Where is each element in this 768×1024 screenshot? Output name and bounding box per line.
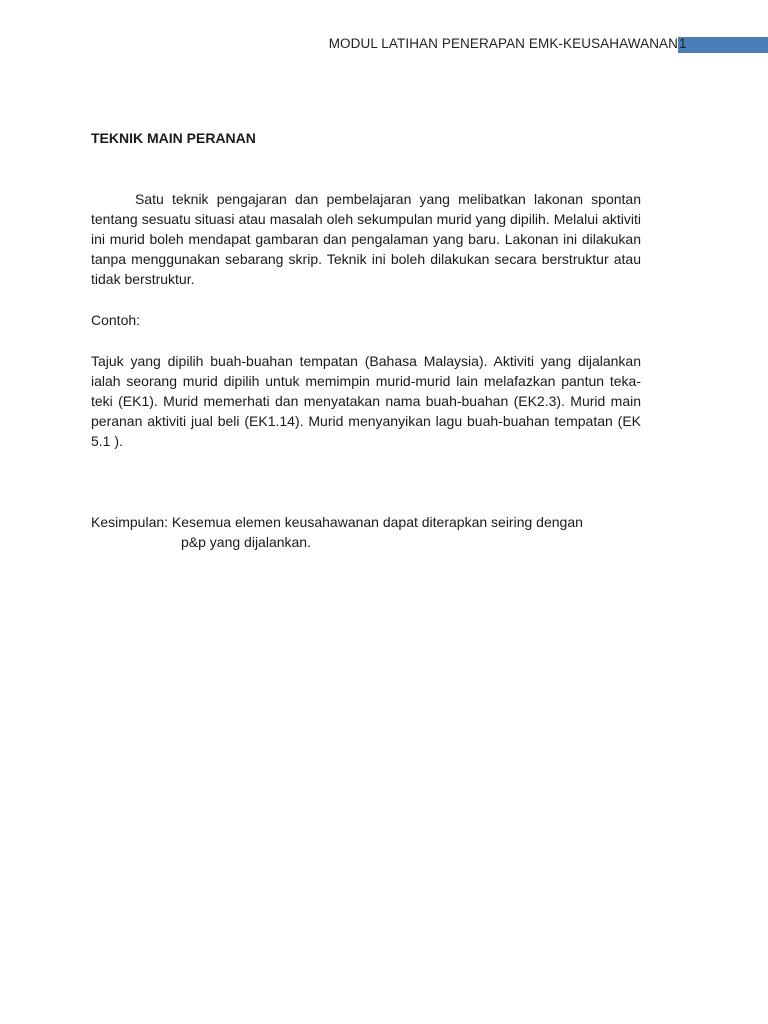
- header-title: MODUL LATIHAN PENERAPAN EMK-KEUSAHAWANAN: [328, 36, 678, 51]
- header-accent-bar: [678, 37, 768, 53]
- conclusion-line-2: p&p yang dijalankan.: [181, 534, 311, 550]
- page-header: [0, 35, 768, 55]
- document-body: [91, 128, 641, 552]
- document-heading: TEKNIK MAIN PERANAN: [91, 130, 256, 146]
- page-number: 1: [679, 36, 687, 51]
- example-paragraph: Tajuk yang dipilih buah-buahan tempatan (Bahasa Malaysia). Aktiviti yang dijalankan ialah seorang murid dipilih untuk memimpin murid-murid lain melafazkan pantun teka-teki (EK1). Murid memerhati dan menyatakan nama buah-buahan (EK2.3). Murid main peranan aktiviti jual beli (EK1.14). Murid menyanyikan lagu buah-buahan tempatan (EK 5.1 ).: [91, 353, 641, 449]
- intro-paragraph: Satu teknik pengajaran dan pembelajaran yang melibatkan lakonan spontan tentang sesuatu situasi atau masalah oleh sekumpulan murid yang dipilih. Melalui aktiviti ini murid boleh mendapat gambaran dan pengalaman yang baru. Lakonan ini dilakukan tanpa menggunakan sebarang skrip. Teknik ini boleh dilakukan secara berstruktur atau tidak berstruktur.: [91, 191, 641, 287]
- example-label: Contoh:: [91, 312, 141, 328]
- conclusion-line-1: Kesimpulan: Kesemua elemen keusahawanan dapat diterapkan seiring dengan: [91, 514, 583, 530]
